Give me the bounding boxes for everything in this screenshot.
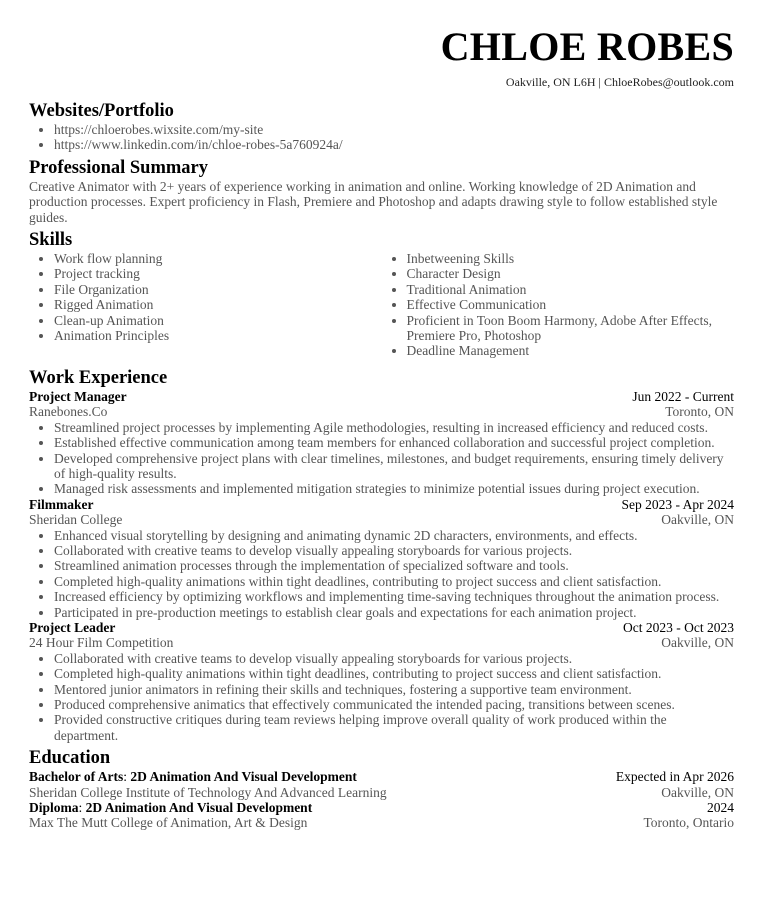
job-company: Ranebones.Co (29, 404, 108, 420)
skill-item: • Work flow planning (54, 251, 382, 266)
education-entry (29, 769, 734, 800)
summary-heading: Professional Summary (29, 157, 209, 178)
job-title: Project Manager (29, 388, 127, 404)
degree-type: Bachelor of Arts (29, 769, 124, 785)
skill-item: • Proficient in Toon Boom Harmony, Adobe After Effects, Premiere Pro, Photoshop (407, 313, 735, 344)
job-bullet: • Provided constructive critiques during team reviews helping improve overall quality of work produced within the department. (54, 712, 734, 743)
skill-item: • File Organization (54, 282, 382, 297)
skill-item: • Character Design (407, 266, 735, 281)
job-entry (29, 620, 734, 743)
skill-item: • Rigged Animation (54, 297, 382, 312)
job-dates: Jun 2022 - Current (632, 388, 734, 404)
job-company: 24 Hour Film Competition (29, 635, 174, 651)
skills-column-right (382, 251, 735, 359)
education-school: Sheridan College Institute of Technology And Advanced Learning (29, 784, 387, 800)
job-dates: Sep 2023 - Apr 2024 (621, 496, 734, 512)
education-entry (29, 800, 734, 831)
education-location: Oakville, ON (661, 784, 734, 800)
job-entry (29, 497, 734, 620)
job-bullet: • Managed risk assessments and implemented mitigation strategies to minimize potential issues during project execution. (54, 481, 734, 496)
job-title: Project Leader (29, 619, 116, 635)
skill-item: • Animation Principles (54, 328, 382, 343)
job-bullet: • Completed high-quality animations within tight deadlines, contributing to project success and client satisfaction. (54, 666, 734, 681)
job-location: Oakville, ON (661, 512, 734, 528)
skills-column-left (29, 251, 382, 359)
skill-item: • Project tracking (54, 266, 382, 281)
job-bullet: • Streamlined animation processes through the implementation of specialized software and tools. (54, 558, 734, 573)
skill-item: • Effective Communication (407, 297, 735, 312)
degree-separator: : (78, 800, 86, 816)
job-entry (29, 389, 734, 497)
experience-heading: Work Experience (29, 367, 168, 388)
education-location: Toronto, Ontario (643, 815, 734, 831)
job-location: Toronto, ON (665, 404, 734, 420)
job-bullet: • Enhanced visual storytelling by designing and animating dynamic 2D characters, environments, and effects. (54, 528, 734, 543)
contact-line: Oakville, ON L6H | ChloeRobes@outlook.com (505, 75, 734, 89)
job-bullet: • Established effective communication among team members for enhanced collaboration and successful project completion. (54, 435, 734, 450)
degree-field: 2D Animation And Visual Development (130, 769, 357, 785)
skill-item: • Inbetweening Skills (407, 251, 735, 266)
experience-section (29, 368, 734, 743)
education-date: 2024 (707, 800, 734, 816)
education-degree (29, 769, 357, 784)
job-bullet: • Increased efficiency by optimizing workflows and implementing time-saving techniques throughout the animation process. (54, 589, 734, 604)
skill-item: • Clean-up Animation (54, 313, 382, 328)
job-dates: Oct 2023 - Oct 2023 (623, 619, 734, 635)
education-date: Expected in Apr 2026 (615, 769, 734, 785)
education-section (29, 748, 734, 831)
website-link-portfolio[interactable]: • https://chloerobes.wixsite.com/my-site (54, 122, 734, 137)
degree-separator: : (123, 769, 131, 785)
job-bullet: • Produced comprehensive animatics that effectively communicated the intended pacing, transitions between scenes. (54, 697, 734, 712)
websites-list (29, 122, 734, 153)
degree-type: Diploma (29, 800, 79, 816)
websites-section (29, 101, 734, 153)
summary-text: Creative Animator with 2+ years of experience working in animation and online. Working knowledge of 2D Animation and production processes. Expert proficiency in Flash, Premiere and Photoshop and adapts drawing style to follow established style guides. (29, 178, 718, 225)
job-company: Sheridan College (29, 512, 123, 528)
skills-section (29, 230, 734, 359)
job-location: Oakville, ON (661, 635, 734, 651)
candidate-name: CHLOE ROBES (440, 24, 734, 69)
education-degree (29, 800, 312, 815)
job-bullet: • Collaborated with creative teams to develop visually appealing storyboards for various projects. (54, 651, 734, 666)
job-bullet: • Developed comprehensive project plans with clear timelines, milestones, and budget requirements, ensuring timely delivery of high-quality results. (54, 451, 734, 482)
job-bullet: • Streamlined project processes by implementing Agile methodologies, resulting in increased efficiency and reduced costs. (54, 420, 734, 435)
job-bullet: • Collaborated with creative teams to develop visually appealing storyboards for various projects. (54, 543, 734, 558)
education-heading: Education (29, 748, 111, 769)
skills-grid (29, 251, 734, 359)
job-bullet: • Completed high-quality animations within tight deadlines, contributing to project success and client satisfaction. (54, 574, 734, 589)
skill-item: • Traditional Animation (407, 282, 735, 297)
summary-section (29, 158, 734, 225)
education-school: Max The Mutt College of Animation, Art & Design (29, 815, 308, 831)
job-title: Filmmaker (29, 496, 94, 512)
resume-body (29, 101, 734, 831)
websites-heading: Websites/Portfolio (29, 101, 174, 121)
job-bullet: • Participated in pre-production meetings to establish clear goals and expectations for each animation project. (54, 605, 734, 620)
skill-item: • Deadline Management (407, 343, 735, 358)
skills-heading: Skills (29, 230, 73, 251)
degree-field: 2D Animation And Visual Development (85, 800, 313, 816)
website-link-linkedin[interactable]: • https://www.linkedin.com/in/chloe-robes-5a760924a/ (54, 137, 734, 152)
job-bullet: • Mentored junior animators in refining their skills and techniques, fostering a supportive team environment. (54, 682, 734, 697)
